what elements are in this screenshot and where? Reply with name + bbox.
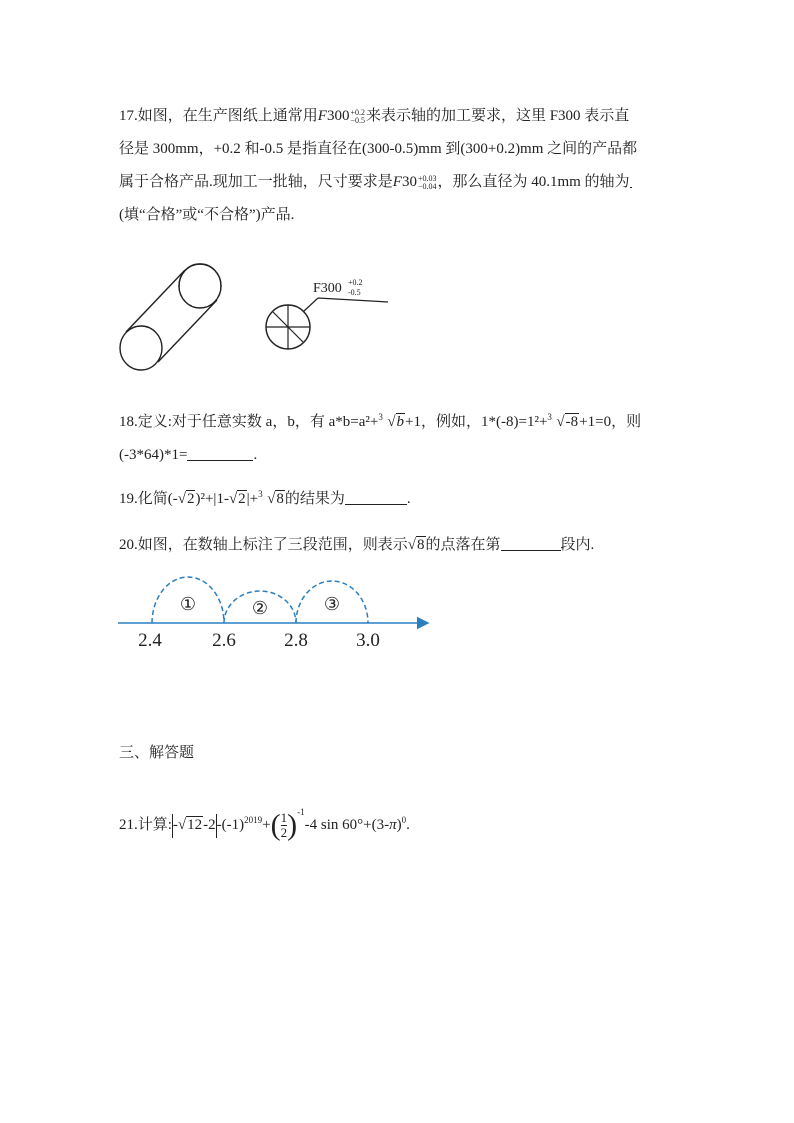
frac-denominator: 2 — [280, 825, 288, 841]
q17-tol-lower: −0.5 — [350, 115, 365, 125]
q21-text-b: -(-1) — [216, 817, 245, 833]
leader-line-horizontal — [318, 298, 388, 302]
q19-sqrt-body: 2 — [186, 491, 195, 507]
q21-text-d: -4 sin 60°+(3- — [304, 817, 390, 833]
q21-close-paren: ) — [396, 817, 402, 833]
number-line-figure — [118, 570, 438, 655]
cylinder-front-end — [120, 326, 162, 370]
segment-label-2: ② — [251, 598, 269, 618]
q18-text-b: +1，例如，1*(-8)=1²+ — [405, 414, 548, 430]
section-title: 三、解答题 — [119, 745, 195, 761]
q18-text-d: (-3*64)*1= — [119, 447, 188, 463]
q17-tolerance — [350, 109, 365, 125]
tick-label-4: 3.0 — [356, 630, 380, 651]
q18-cube-root-neg8: 3 √-8 — [547, 412, 579, 432]
q17-base-2: 30 — [401, 174, 417, 190]
q17-text-d: ，那么直径为 40.1mm 的轴为 — [437, 174, 630, 190]
q20-text-a: 20.如图，在数轴上标注了三段范围，则表示 — [119, 537, 408, 553]
q21-end: . — [406, 817, 410, 833]
q19-line — [119, 489, 411, 509]
q17-text-b: 来表示轴的加工要求，这里 F300 表示直 — [365, 108, 630, 124]
q17-f-symbol: F — [317, 108, 327, 124]
q17-shaft-figure — [118, 258, 398, 380]
cube-root-index: 3 — [378, 412, 383, 422]
q21-exp-0: 0 — [401, 815, 407, 825]
q18-text-a: 18.定义:对于任意实数 a，b，有 a*b=a²+ — [119, 414, 379, 430]
tick-label-2: 2.6 — [212, 630, 236, 651]
q18-line-2 — [119, 445, 257, 465]
cylinder-hidden-edge — [179, 286, 221, 308]
cube-root-body: b — [396, 414, 405, 430]
q19-sqrt-2: √2 — [177, 491, 195, 507]
figure-label-sup: +0.2 — [348, 278, 363, 287]
q17-tol2-lower: −0.04 — [417, 181, 437, 191]
q20-line — [119, 535, 594, 555]
q18-end: . — [253, 447, 258, 463]
q20-sqrt-8: √8 — [407, 537, 425, 553]
q21-text-a: 21.计算: — [119, 817, 172, 833]
q17-base: 300 — [326, 108, 350, 124]
q19-answer-blank[interactable] — [345, 490, 407, 505]
q18-cube-root-b: 3 √b — [378, 412, 405, 432]
q17-text-c: 属于合格产品.现加工一批轴，尺寸要求是 — [119, 174, 393, 190]
cylinder-top-edge — [126, 270, 185, 332]
frac-numerator: 1 — [280, 810, 288, 826]
q18-text-c: +1=0，则 — [579, 414, 642, 430]
q19-end: . — [406, 491, 411, 507]
tick-label-1: 2.4 — [138, 630, 162, 651]
q17-tol-upper: +0.2 — [350, 107, 365, 117]
q19-sqrt-2b: √2 — [228, 491, 246, 507]
q21-pi: π — [389, 817, 397, 833]
q17-tolerance-2 — [418, 175, 437, 191]
q19-text-a: 19.化简(- — [119, 491, 178, 507]
q17-text-a: 17.如图，在生产图纸上通常用 — [119, 108, 318, 124]
q17-line-2: 径是 300mm，+0.2 和-0.5 是指直径在(300-0.5)mm 到(300+0.2)mm 之间的产品都 — [119, 141, 638, 157]
q19-sqrt-body-2: 2 — [238, 491, 246, 507]
q19-text-c: |+ — [246, 491, 259, 507]
q21-abs-minus: - — [172, 817, 178, 833]
q19-text-b: )²+|1- — [195, 491, 229, 507]
q20-answer-blank[interactable] — [501, 536, 561, 551]
q21-exp-2019: 2019 — [244, 815, 263, 825]
q18-answer-blank[interactable] — [187, 446, 253, 461]
q21-sqrt-12: √12 — [177, 817, 203, 833]
cube-root-body-2: -8 — [565, 414, 579, 430]
q21-exp-neg1: -1 — [297, 807, 305, 817]
figure-label: F300 — [313, 281, 342, 296]
q20-text-c: 段内. — [560, 537, 595, 553]
q20-sqrt-body: 8 — [417, 537, 425, 553]
q19-cube-root-8: 3 √8 — [258, 489, 285, 509]
q21-plus: + — [262, 817, 271, 833]
segment-label-3: ③ — [323, 594, 341, 614]
q19-cube-body: 8 — [276, 491, 284, 507]
q21-abs-minus-2: -2 — [203, 817, 216, 833]
cylinder-bottom-edge — [158, 300, 217, 362]
q21-sqrt-body: 12 — [187, 817, 203, 833]
tick-label-3: 2.8 — [284, 630, 308, 651]
q21-line: 21.计算$:-√12-2-(-1)^{2019}+$( $\frac{1}{2}$ )$^{-1}$-4 $\sin 60^\circ+(3-\pi)^0$. — [119, 807, 410, 842]
figure-label-sub: -0.5 — [348, 288, 361, 297]
q17-line-4: (填“合格”或“不合格”)产品. — [119, 207, 295, 223]
q17-line-1 — [119, 106, 629, 126]
q20-text-b: 的点落在第 — [425, 537, 501, 553]
q19-text-d: 的结果为 — [284, 491, 345, 507]
q17-answer-blank[interactable] — [630, 173, 632, 188]
segment-label-1: ① — [179, 594, 197, 614]
cube-root-index-2: 3 — [547, 412, 552, 422]
q17-f-symbol-2: F — [392, 174, 402, 190]
q17-line-3 — [119, 172, 632, 192]
q19-cube-index: 3 — [258, 489, 263, 499]
q17-tol2-upper: +0.03 — [417, 173, 437, 183]
leader-line — [303, 298, 318, 312]
q18-line-1 — [119, 412, 641, 432]
